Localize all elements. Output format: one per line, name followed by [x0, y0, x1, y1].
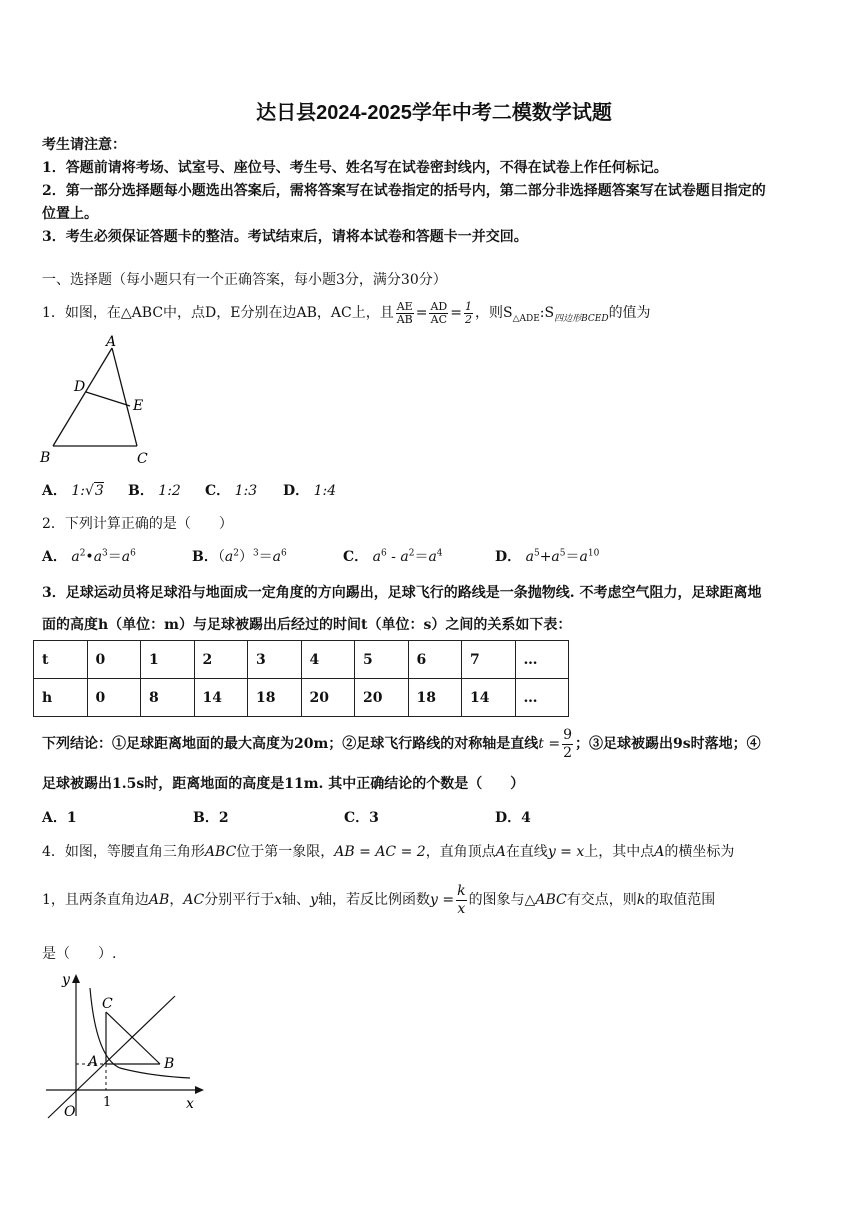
q4-label-1: 1	[103, 1095, 112, 1110]
q3-option-a[interactable]: A．1	[42, 810, 77, 826]
q1-label-c: C	[137, 451, 148, 466]
table-cell: 14	[462, 679, 516, 717]
q4-line2: 1，且两条直角边AB，AC分别平行于x轴、y轴，若反比例函数y = $\frac{k}{x}$ 的图象与△ABC有交点，则k的取值范围	[42, 882, 716, 917]
section-heading: 一、选择题（每小题只有一个正确答案，每小题3分，满分30分）	[42, 272, 447, 288]
q4-coordinate-figure	[40, 968, 210, 1128]
q3-line2: 面的高度h（单位：m）与足球被踢出后经过的时间t（单位：s）之间的关系如下表：	[42, 617, 572, 633]
q1-option-b[interactable]: B． 1:2	[128, 483, 181, 499]
notice-item-1: 1．答题前请将考场、试室号、座位号、考生号、姓名写在试卷密封线内，不得在试卷上作任何标记。	[42, 160, 668, 176]
q1-option-d[interactable]: D． 1:4	[283, 483, 337, 499]
table-cell: 20	[355, 679, 409, 717]
q2-stem: 2．下列计算正确的是（ ）	[42, 516, 233, 532]
notice-item-3: 3．考生必须保证答题卡的整洁。考试结束后，请将本试卷和答题卡一并交回。	[42, 229, 528, 245]
table-cell: 18	[408, 679, 462, 717]
q2-option-a[interactable]: A． $a^2•a^3=a^6$	[42, 548, 136, 565]
q1-label-b: B	[40, 450, 51, 466]
table-cell: 20	[301, 679, 355, 717]
table-cell: 6	[408, 641, 462, 679]
notice-heading: 考生请注意：	[42, 137, 126, 153]
q3-conclusions: 下列结论：①足球距离地面的最大高度为20m；②足球飞行路线的对称轴是直线t = $\frac{9}{2}$ ；③足球被踢出9s时落地；④	[42, 726, 761, 761]
table-cell: t	[34, 641, 88, 679]
q1-option-c[interactable]: C． 1:3	[205, 483, 258, 499]
q1-stem: 1．如图，在△ABC中，点D，E分别在边AB，AC上，且 $\frac{AE}{AB}$ = $\frac{AD}{AC}$ = $\frac{1}{2}$ ，则$S_{\triangle ADE}:S_{四边形BCED}$的值为	[42, 299, 651, 326]
q2-option-d[interactable]: D． $a^5+a^5=a^{10}$	[495, 548, 600, 565]
table-row	[34, 641, 569, 679]
table-cell: 5	[355, 641, 409, 679]
q4-line1: 4．如图，等腰直角三角形ABC位于第一象限，AB = AC = 2，直角顶点A在直线y = x上，其中点A的横坐标为	[42, 844, 735, 860]
q4-label-x: x	[186, 1096, 194, 1112]
q4-line3: 是（ ）.	[42, 946, 117, 962]
q1-option-a[interactable]: A． 1:√3	[42, 483, 104, 499]
table-row	[34, 679, 569, 717]
q4-label-b: B	[164, 1056, 175, 1072]
q4-label-a: A	[88, 1054, 99, 1070]
q4-label-c: C	[102, 996, 113, 1012]
table-cell: 0	[87, 679, 141, 717]
q3-option-c[interactable]: C．3	[344, 810, 379, 826]
notice-item-2-cont: 位置上。	[42, 206, 98, 222]
q3-option-d[interactable]: D．4	[495, 810, 531, 826]
table-cell: 4	[301, 641, 355, 679]
q4-label-y: y	[62, 972, 70, 988]
q3-line4: 足球被踢出1.5s时，距离地面的高度是11m. 其中正确结论的个数是（ ）	[42, 776, 525, 792]
q3-data-table	[33, 640, 569, 717]
table-cell: 1	[141, 641, 195, 679]
q1-label-d: D	[74, 379, 86, 395]
table-cell: …	[515, 679, 569, 717]
table-cell: 14	[194, 679, 248, 717]
table-cell: …	[515, 641, 569, 679]
q2-option-b[interactable]: B．$(a^2)^3=a^6$	[192, 548, 287, 565]
q1-label-e: E	[133, 398, 144, 414]
q1-triangle-figure	[36, 334, 156, 466]
q3-option-b[interactable]: B．2	[193, 810, 229, 826]
q1-label-a: A	[106, 334, 117, 350]
table-cell: 2	[194, 641, 248, 679]
table-cell: 8	[141, 679, 195, 717]
q3-line1: 3．足球运动员将足球沿与地面成一定角度的方向踢出，足球飞行的路线是一条抛物线. 不考虑空气阻力，足球距离地	[42, 585, 762, 601]
notice-item-2: 2．第一部分选择题每小题选出答案后，需将答案写在试卷指定的括号内，第二部分非选择题答案写在试卷题目指定的	[42, 183, 766, 199]
page-title: 达日县2024-2025学年中考二模数学试题	[256, 102, 612, 124]
table-cell: 3	[248, 641, 302, 679]
table-cell: h	[34, 679, 88, 717]
table-cell: 0	[87, 641, 141, 679]
table-cell: 18	[248, 679, 302, 717]
table-cell: 7	[462, 641, 516, 679]
q2-option-c[interactable]: C． $a^6 - a^2=a^4$	[343, 548, 443, 565]
q4-label-o: O	[64, 1104, 76, 1120]
